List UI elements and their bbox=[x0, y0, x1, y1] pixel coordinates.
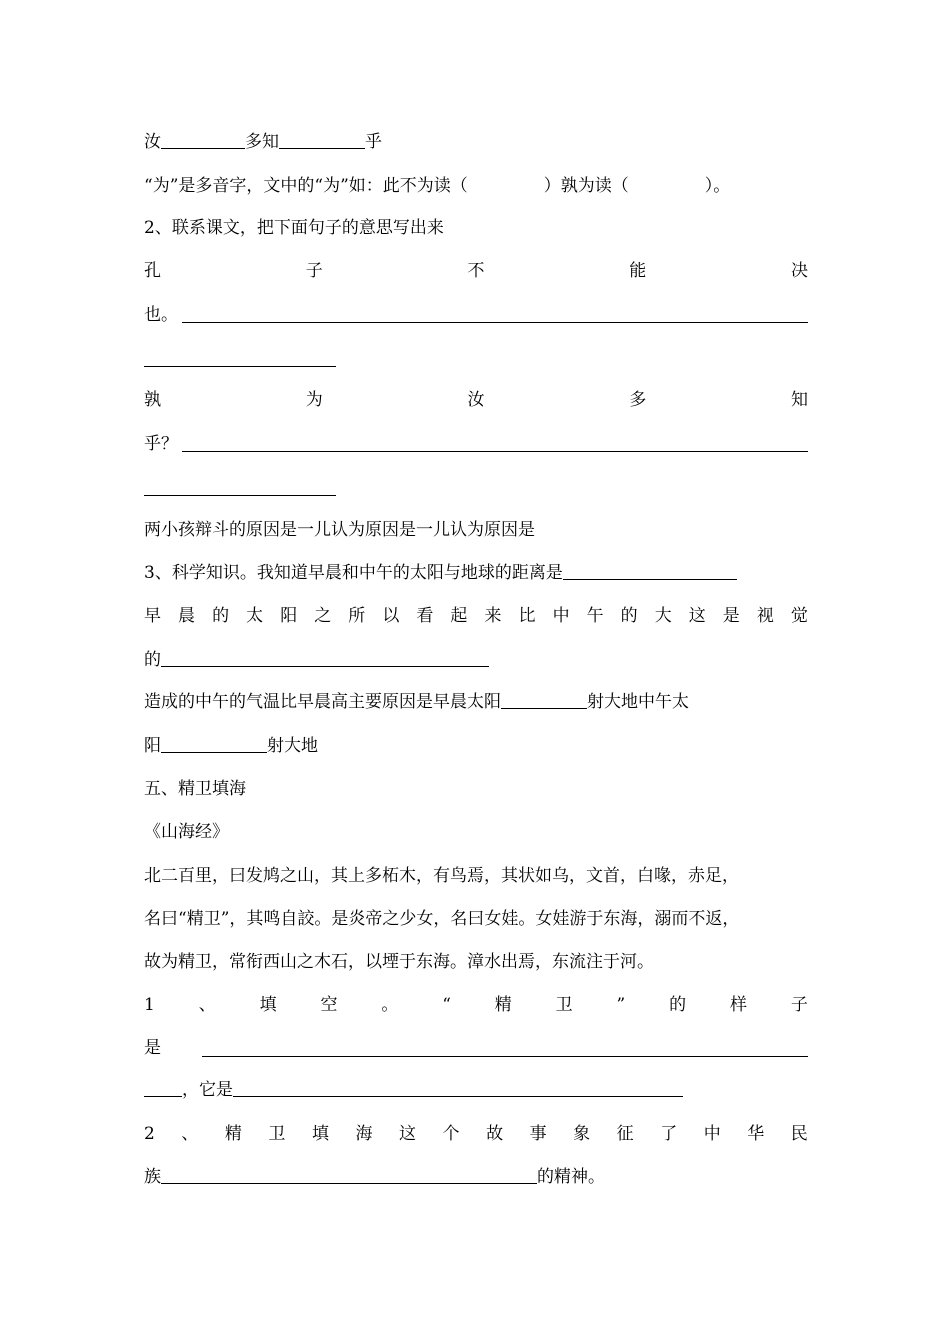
text: 的 bbox=[144, 650, 161, 670]
char: 事 bbox=[529, 1124, 547, 1144]
char: 起 bbox=[450, 606, 468, 626]
char: 子 bbox=[790, 995, 808, 1015]
char: 、 bbox=[198, 995, 216, 1015]
char: 卫 bbox=[268, 1124, 286, 1144]
char: 看 bbox=[416, 606, 434, 626]
char: 来 bbox=[484, 606, 502, 626]
line-10 bbox=[144, 604, 808, 628]
blank-1[interactable] bbox=[161, 130, 245, 149]
section-5-heading: 五、精卫填海 bbox=[144, 779, 246, 799]
char: ” bbox=[616, 995, 626, 1015]
char: 填 bbox=[259, 995, 277, 1015]
char: 晨 bbox=[178, 606, 196, 626]
blank-spirit[interactable] bbox=[161, 1165, 537, 1184]
line-9 bbox=[144, 561, 737, 585]
blank-distance[interactable] bbox=[563, 561, 737, 580]
char: 孔 bbox=[144, 261, 161, 281]
char: 的 bbox=[212, 606, 230, 626]
char: 故 bbox=[486, 1124, 504, 1144]
char: 早 bbox=[144, 606, 161, 626]
char: 太 bbox=[246, 606, 264, 626]
text: 乎 bbox=[365, 132, 382, 152]
char: 所 bbox=[348, 606, 366, 626]
char: 孰 bbox=[144, 390, 161, 410]
line-6 bbox=[144, 388, 808, 412]
char: 能 bbox=[629, 261, 647, 281]
text: 乎？ bbox=[144, 434, 178, 454]
text: 3、科学知识。我知道早晨和中午的太阳与地球的距离是 bbox=[144, 563, 563, 583]
line-1 bbox=[144, 130, 382, 154]
char: 这 bbox=[399, 1124, 417, 1144]
passage-line-3: 故为精卫，常衔西山之木石，以堙于东海。漳水出焉，东流注于河。 bbox=[144, 952, 654, 972]
char: 象 bbox=[573, 1124, 591, 1144]
line-12 bbox=[144, 690, 689, 714]
blank-it-is[interactable] bbox=[233, 1078, 683, 1097]
char: 民 bbox=[790, 1124, 808, 1144]
char: 华 bbox=[747, 1124, 765, 1144]
char: 个 bbox=[442, 1124, 460, 1144]
char: 中 bbox=[703, 1124, 721, 1144]
char: 中 bbox=[552, 606, 570, 626]
char: 填 bbox=[311, 1124, 329, 1144]
question-2-heading: 2、联系课文，把下面句子的意思写出来 bbox=[144, 218, 444, 238]
char: 以 bbox=[382, 606, 400, 626]
char: 这 bbox=[688, 606, 706, 626]
line-23 bbox=[144, 1165, 605, 1189]
char: 。 bbox=[381, 995, 399, 1015]
char: 多 bbox=[629, 390, 647, 410]
text: 射大地 bbox=[267, 736, 318, 756]
char: 觉 bbox=[790, 606, 808, 626]
char: 了 bbox=[660, 1124, 678, 1144]
char: 汝 bbox=[467, 390, 485, 410]
char: 之 bbox=[314, 606, 332, 626]
char: 1 bbox=[144, 995, 155, 1015]
text: 也。 bbox=[144, 305, 178, 325]
char: 视 bbox=[756, 606, 774, 626]
char: 卫 bbox=[555, 995, 573, 1015]
text: 阳 bbox=[144, 736, 161, 756]
line-7 bbox=[144, 432, 178, 456]
char: 为 bbox=[305, 390, 323, 410]
text: ，它是 bbox=[182, 1080, 233, 1100]
char: 比 bbox=[518, 606, 536, 626]
blank-noon[interactable] bbox=[161, 734, 267, 753]
text: ）孰为读（ bbox=[543, 176, 629, 196]
line-8: 两小孩辩斗的原因是一儿认为原因是一儿认为原因是 bbox=[144, 520, 535, 540]
text: 的精神。 bbox=[537, 1167, 605, 1187]
line-11 bbox=[144, 648, 489, 672]
char: 知 bbox=[791, 390, 808, 410]
line-2 bbox=[144, 174, 730, 198]
passage-line-1: 北二百里，曰发鸠之山，其上多柘木，有鸟焉，其状如乌，文首，白喙，赤足， bbox=[144, 866, 739, 886]
text: 多知 bbox=[245, 132, 279, 152]
line-5 bbox=[144, 303, 178, 327]
char: 精 bbox=[224, 1124, 242, 1144]
blank-morning[interactable] bbox=[501, 690, 587, 709]
question-1-line bbox=[144, 993, 808, 1017]
passage-line-2: 名曰“精卫”，其鸣自詨。是炎帝之少女，名曰女娃。女娃游于东海，溺而不返， bbox=[144, 909, 740, 929]
answer-line-1b[interactable] bbox=[144, 366, 336, 367]
answer-line-1[interactable] bbox=[182, 322, 808, 323]
char: “ bbox=[442, 995, 451, 1015]
char: 阳 bbox=[280, 606, 298, 626]
text: 造成的中午的气温比早晨高主要原因是早晨太阳 bbox=[144, 692, 501, 712]
blank-2[interactable] bbox=[279, 130, 365, 149]
text: 汝 bbox=[144, 132, 161, 152]
char: 海 bbox=[355, 1124, 373, 1144]
char: 的 bbox=[620, 606, 638, 626]
text: “为”是多音字，文中的“为”如：此不为读（ bbox=[144, 176, 468, 196]
line-20 bbox=[144, 1036, 161, 1060]
text: 是 bbox=[144, 1038, 161, 1058]
source-title: 《山海经》 bbox=[144, 822, 229, 842]
char: 子 bbox=[305, 261, 323, 281]
text: 族 bbox=[144, 1167, 161, 1187]
answer-line-appearance[interactable] bbox=[202, 1056, 808, 1057]
blank-appearance-end[interactable] bbox=[144, 1078, 182, 1097]
char: 空 bbox=[320, 995, 338, 1015]
char: 大 bbox=[654, 606, 672, 626]
text: ）。 bbox=[704, 176, 731, 196]
char: 样 bbox=[729, 995, 747, 1015]
char: 午 bbox=[586, 606, 604, 626]
blank-visual[interactable] bbox=[161, 648, 489, 667]
char: 决 bbox=[791, 261, 808, 281]
char: 的 bbox=[669, 995, 687, 1015]
text: 射大地中午太 bbox=[587, 692, 689, 712]
char: 、 bbox=[181, 1124, 199, 1144]
line-21 bbox=[144, 1078, 683, 1102]
line-4 bbox=[144, 259, 808, 283]
line-13 bbox=[144, 734, 318, 758]
question-2-line bbox=[144, 1122, 808, 1146]
answer-line-2[interactable] bbox=[182, 451, 808, 452]
answer-line-2b[interactable] bbox=[144, 495, 336, 496]
char: 2 bbox=[144, 1124, 155, 1144]
char: 不 bbox=[467, 261, 485, 281]
char: 征 bbox=[616, 1124, 634, 1144]
char: 是 bbox=[722, 606, 740, 626]
char: 精 bbox=[494, 995, 512, 1015]
